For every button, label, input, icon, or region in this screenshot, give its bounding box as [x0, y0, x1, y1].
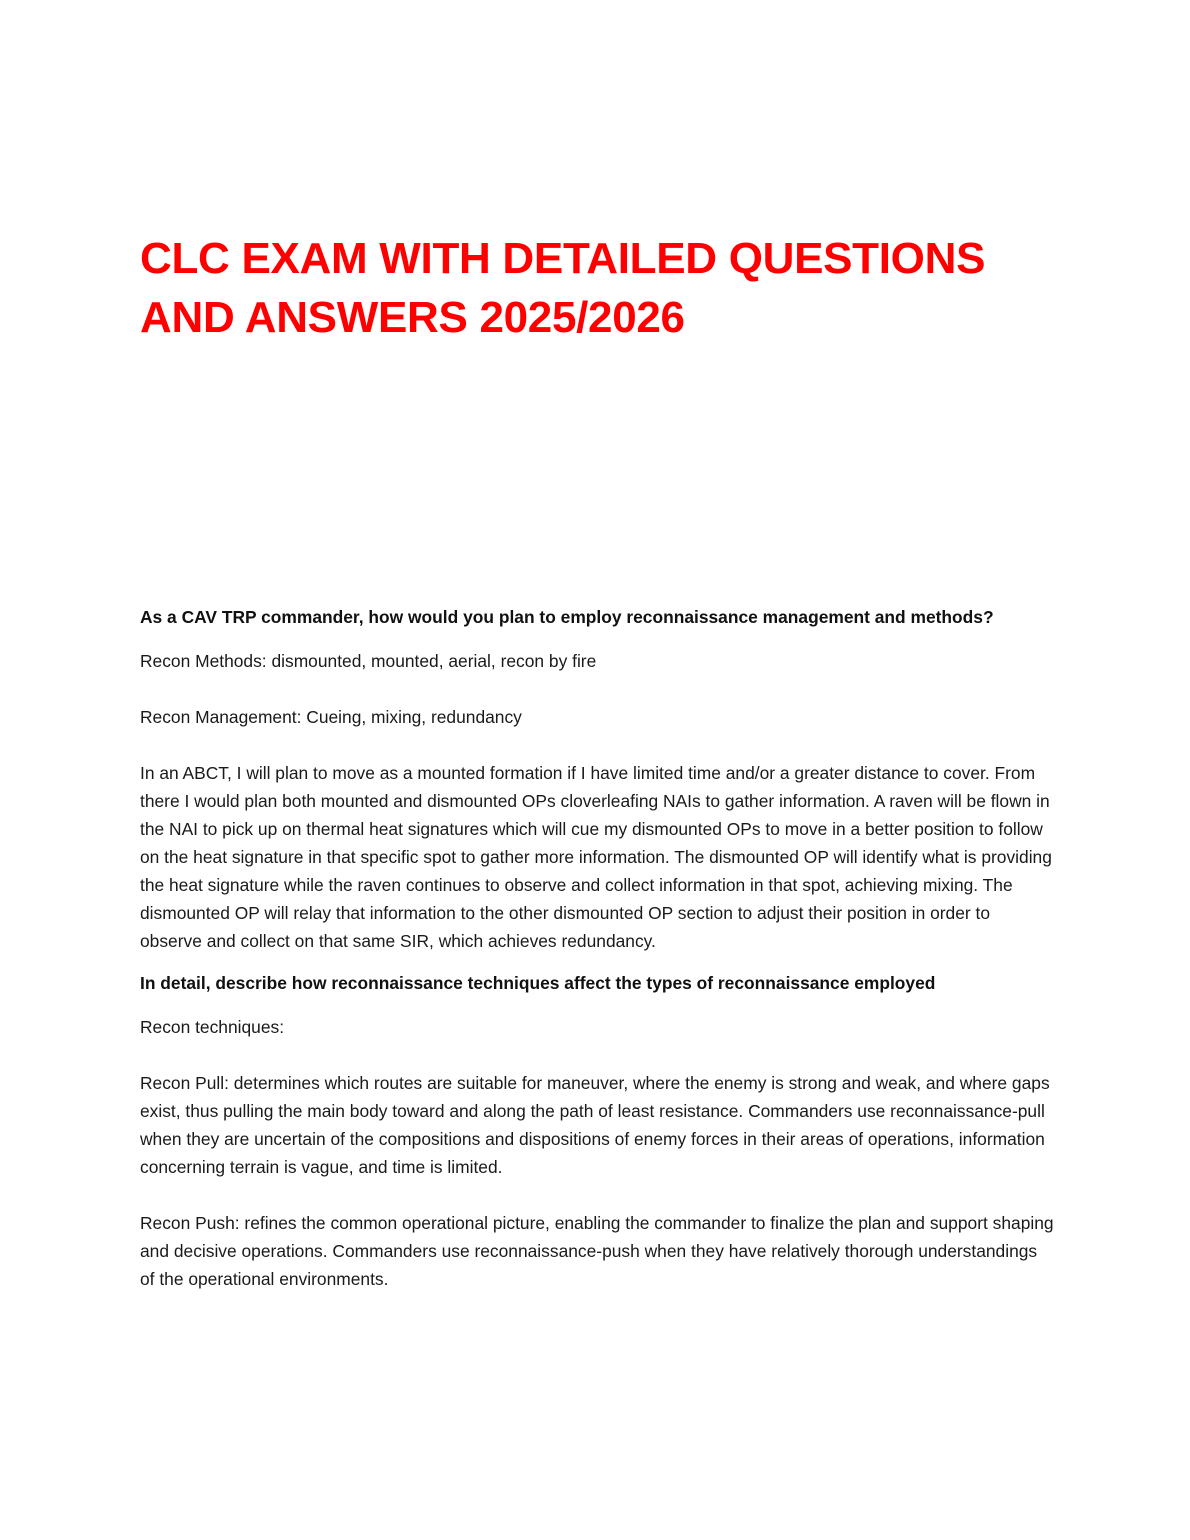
answer-abct-plan: In an ABCT, I will plan to move as a mounted formation if I have limited time and/or a greater distance to cover. From there I would plan both mounted and dismounted OPs cloverleafing NAIs to gather information. A raven will be flown in the NAI to pick up on thermal heat signatures which will cue my dismounted OPs to move in a better position to follow on the heat signature in that specific spot to gather more information. The dismounted OP will identify what is providing the heat signature while the raven continues to observe and collect information in that spot, achieving mixing. The dismounted OP will relay that information to the other dismounted OP section to adjust their position in order to observe and collect on that same SIR, which achieves redundancy.: [140, 763, 1052, 951]
answer-recon-management: Recon Management: Cueing, mixing, redundancy: [140, 707, 522, 727]
answer-recon-pull: Recon Pull: determines which routes are suitable for maneuver, where the enemy is strong and weak, and where gaps exist, thus pulling the main body toward and along the path of least resistance. Commanders use reconnaissance-pull when they are uncertain of the compositions and dispositions of enemy forces in their areas of operations, information concerning terrain is vague, and time is limited.: [140, 1073, 1050, 1177]
question-1: As a CAV TRP commander, how would you plan to employ reconnaissance management and methods?: [140, 607, 994, 627]
question-2: In detail, describe how reconnaissance techniques affect the types of reconnaissance employed: [140, 973, 936, 993]
document-body: [140, 603, 1055, 1293]
document-title: CLC EXAM WITH DETAILED QUESTIONS AND ANSWERS 2025/2026: [140, 234, 986, 342]
answer-recon-techniques: Recon techniques:: [140, 1017, 285, 1037]
answer-recon-methods: Recon Methods: dismounted, mounted, aerial, recon by fire: [140, 651, 597, 671]
answer-recon-push: Recon Push: refines the common operational picture, enabling the commander to finalize the plan and support shaping and decisive operations. Commanders use reconnaissance-push when they have relatively thorough understandings of the operational environments.: [140, 1213, 1054, 1289]
